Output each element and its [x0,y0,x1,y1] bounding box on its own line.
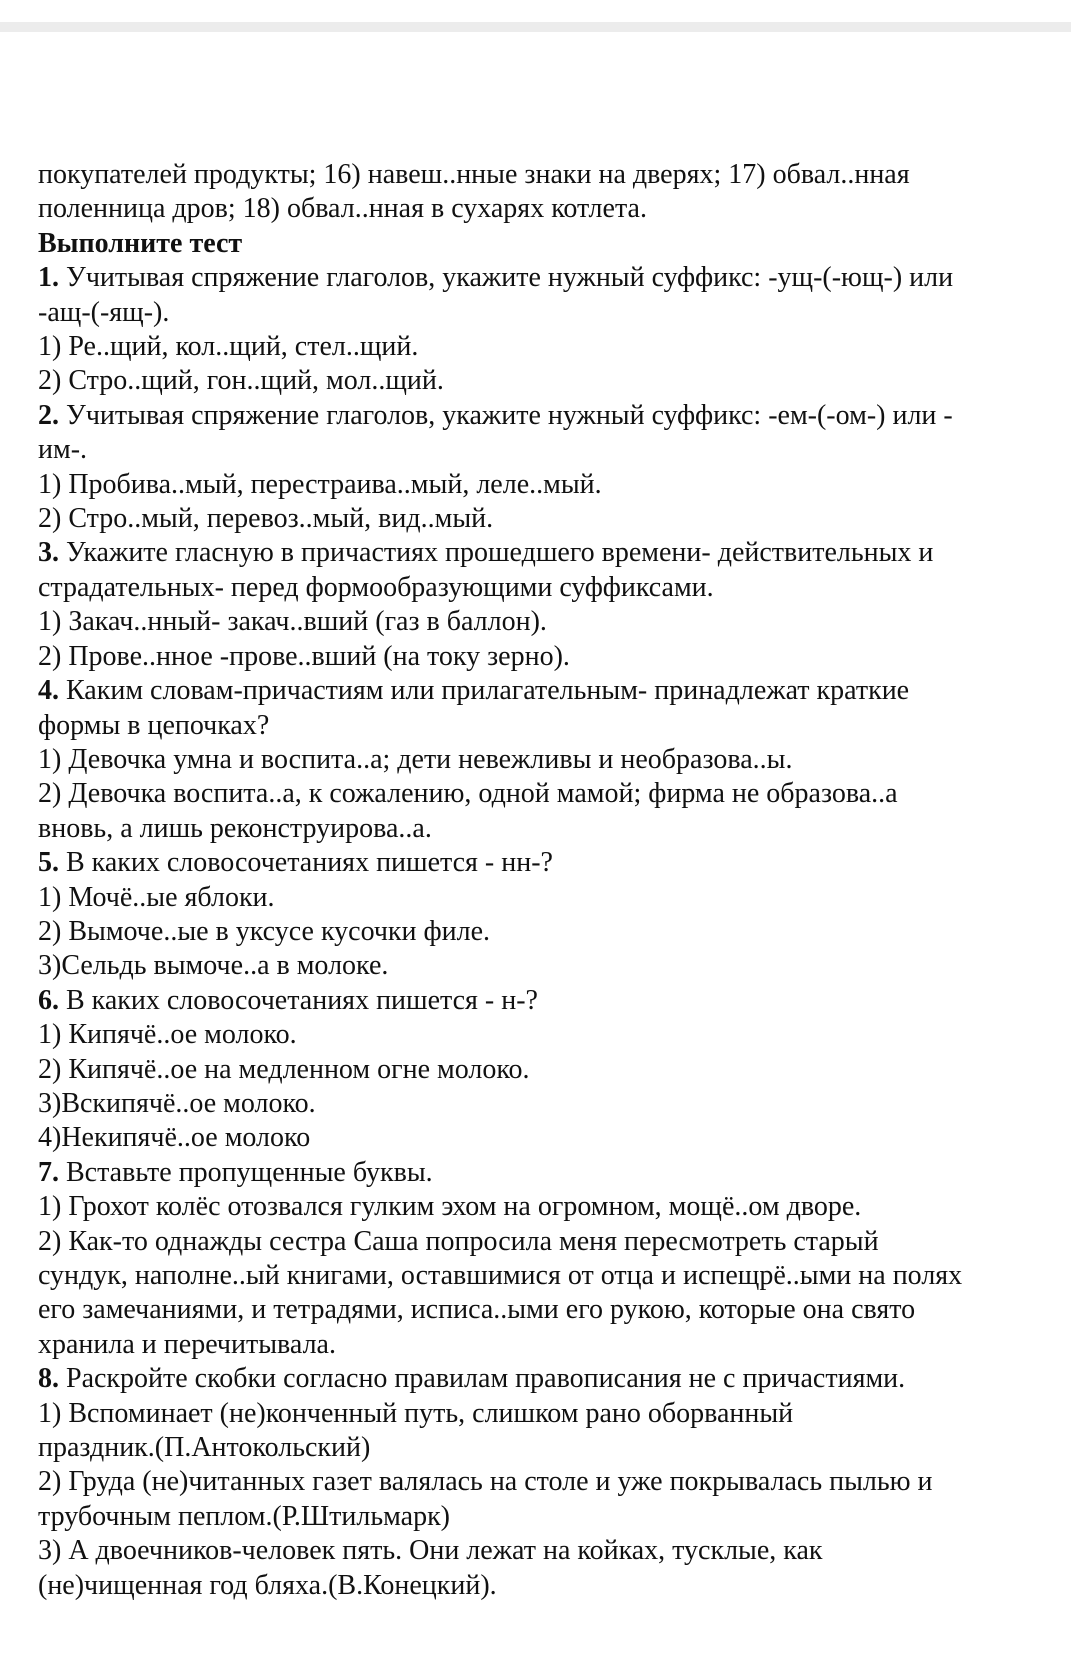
question-number: 1. [38,262,59,294]
answer-option: праздник.(П.Антокольский) [38,1432,371,1464]
answer-option: 1) Ре..щий, кол..щий, стел..щий. [38,331,419,363]
section-title: Выполните тест [38,227,243,259]
question-text: Учитывая спряжение глаголов, укажите нужный суффикс: -ущ-(-ющ-) или [59,262,954,294]
answer-option: 1) Девочка умна и воспита..а; дети невежливы и необразова..ы. [38,743,793,775]
answer-option: 3)Сельдь вымоче..а в молоке. [38,950,389,982]
question-text: Учитывая спряжение глаголов, укажите нужный суффикс: -ем-(-ом-) или - [59,399,953,431]
answer-option: 2) Груда (не)читанных газет валялась на столе и уже покрывалась пылью и [38,1466,933,1498]
question-text-continued: формы в цепочках? [38,709,270,741]
answer-option: сундук, наполне..ый книгами, оставшимися от отца и испещрё..ыми на полях [38,1260,963,1291]
question-4 [38,674,1048,846]
intro-line-1: покупателей продукты; 16) навеш..нные знаки на дверях; 17) обвал..нная [38,159,910,190]
answer-option: 2) Стро..щий, гон..щий, мол..щий. [38,365,444,397]
answer-option: 1) Пробива..мый, перестраива..мый, леле..мый. [38,468,602,500]
answer-option: 2) Вымоче..ые в уксусе кусочки филе. [38,915,491,947]
question-3 [38,536,1048,674]
answer-option: 2) Как-то однажды сестра Саша попросила меня пересмотреть старый [38,1225,879,1257]
question-number: 7. [38,1156,59,1188]
answer-option: вновь, а лишь реконструирова..а. [38,812,432,844]
question-prompt [38,1362,1048,1396]
answer-option: 3)Вскипячё..ое молоко. [38,1087,316,1119]
question-number: 8. [38,1363,59,1395]
answer-option: 2) Кипячё..ое на медленном огне молоко. [38,1053,530,1085]
answer-option: 1) Вспоминает (не)конченный путь, слишком рано оборванный [38,1397,794,1429]
question-text-continued: страдательных- перед формообразующими суффиксами. [38,571,714,603]
question-text: В каких словосочетаниях пишется - н-? [59,984,538,1016]
question-6 [38,984,1048,1156]
question-text: Вставьте пропущенные буквы. [59,1156,433,1188]
question-text-continued: -ащ-(-ящ-). [38,296,170,328]
question-prompt [38,674,1048,708]
question-prompt [38,536,1048,570]
question-number: 2. [38,399,59,431]
question-text: Каким словам-причастиям или прилагательным- принадлежат краткие [59,675,910,707]
question-1 [38,261,1048,399]
answer-option: 1) Грохот колёс отозвался гулким эхом на огромном, мощё..ом дворе. [38,1191,862,1223]
answer-option: 4)Некипячё..ое молоко [38,1122,311,1154]
top-gray-bar [0,22,1071,32]
question-prompt [38,1156,1048,1190]
question-2 [38,399,1048,537]
question-number: 4. [38,675,59,707]
document-page [38,158,1048,1603]
question-prompt [38,261,1048,295]
answer-option: 3) А двоечников-человек пять. Они лежат на койках, тусклые, как [38,1535,823,1567]
answer-option: 1) Закач..нный- закач..вший (газ в баллон). [38,606,547,638]
answer-option: (не)чищенная год бляха.(В.Конецкий). [38,1569,497,1601]
answer-option: 1) Кипячё..ое молоко. [38,1019,297,1051]
answer-option: 2) Прове..нное -прове..вший (на току зерно). [38,640,570,672]
questions-list [38,261,1048,1603]
answer-option: 2) Стро..мый, перевоз..мый, вид..мый. [38,503,494,535]
question-prompt [38,984,1048,1018]
answer-option: его замечаниями, и тетрадями, исписа..ыми его рукою, которые она свято [38,1294,916,1326]
answer-option: 1) Мочё..ые яблоки. [38,881,275,913]
answer-option: трубочным пеплом.(Р.Штильмарк) [38,1500,451,1532]
question-text: Раскройте скобки согласно правилам правописания не с причастиями. [59,1363,906,1395]
question-number: 3. [38,537,59,569]
answer-option: хранила и перечитывала. [38,1328,336,1360]
question-text: Укажите гласную в причастиях прошедшего времени- действительных и [59,537,934,569]
question-number: 6. [38,984,59,1016]
question-text-continued: им-. [38,434,88,466]
question-8 [38,1362,1048,1603]
question-prompt [38,846,1048,880]
question-7 [38,1156,1048,1362]
question-prompt [38,399,1048,433]
question-5 [38,846,1048,984]
answer-option: 2) Девочка воспита..а, к сожалению, одной мамой; фирма не образова..а [38,778,898,810]
question-text: В каких словосочетаниях пишется - нн-? [59,847,553,879]
intro-line-2: поленница дров; 18) обвал..нная в сухарях котлета. [38,193,647,225]
question-number: 5. [38,847,59,879]
